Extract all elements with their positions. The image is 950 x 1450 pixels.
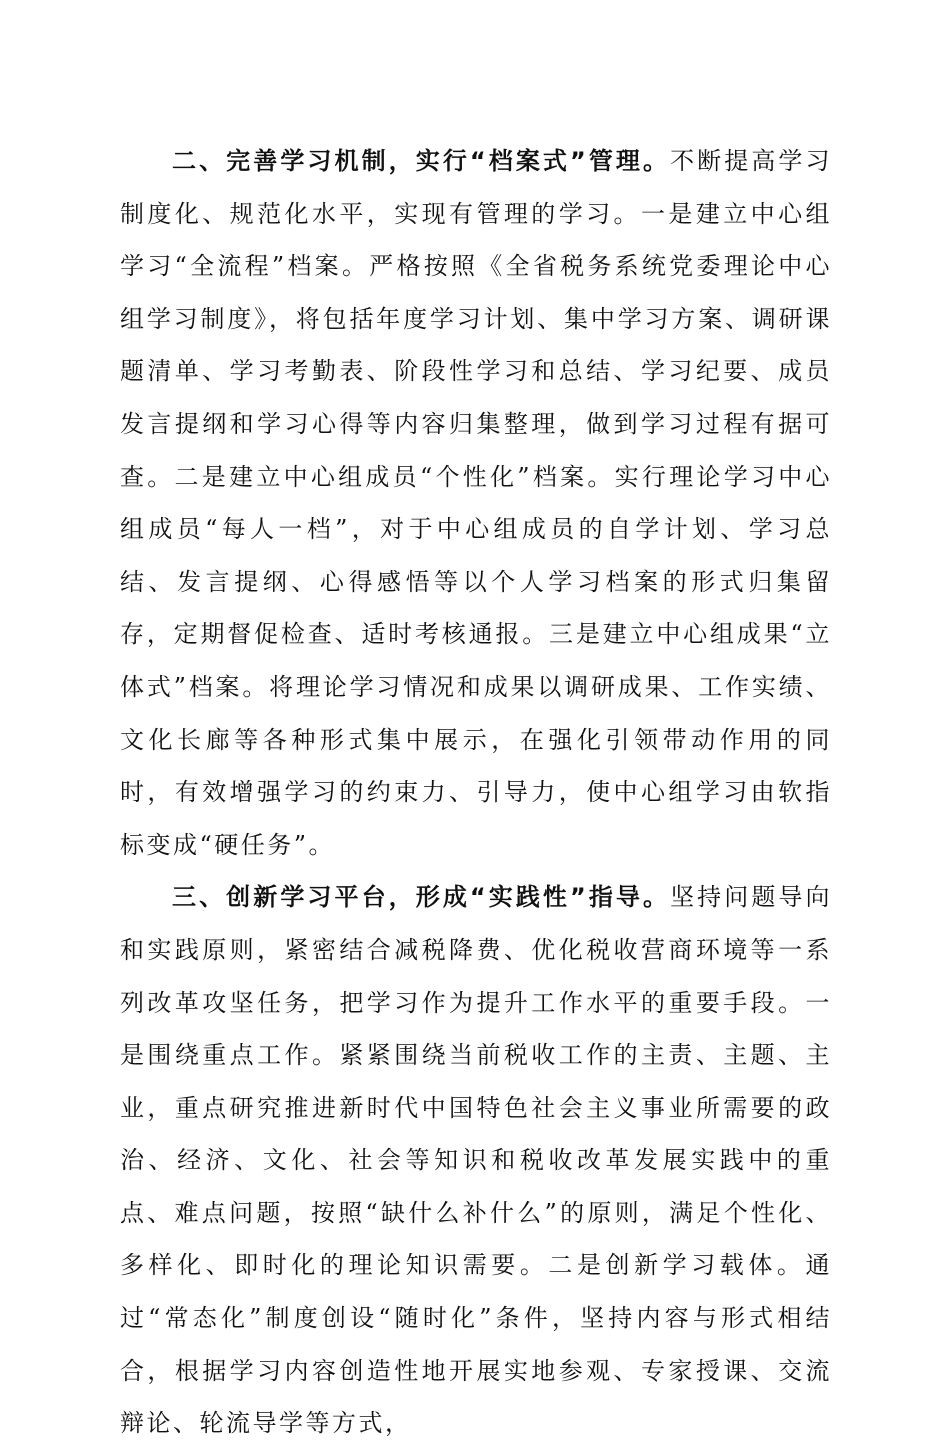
document-body xyxy=(120,135,832,1450)
section-heading-two: 二、完善学习机制，实行“档案式”管理。 xyxy=(172,147,671,175)
paragraph-practice-guidance xyxy=(120,871,832,1450)
paragraph-archive-management xyxy=(120,135,832,871)
paragraph-text: 不断提高学习制度化、规范化水平，实现有管理的学习。一是建立中心组学习“全流程”档案。严格按照《全省税务系统党委理论中心组学习制度》，将包括年度学习计划、集中学习方案、调研课题清单、学习考勤表、阶段性学习和总结、学习纪要、成员发言提纲和学习心得等内容归集整理，做到学习过程有据可查。二是建立中心组成员“个性化”档案。实行理论学习中心组成员“每人一档”，对于中心组成员的自学计划、学习总结、发言提纲、心得感悟等以个人学习档案的形式归集留存，定期督促检查、适时考核通报。三是建立中心组成果“立体式”档案。将理论学习情况和成果以调研成果、工作实绩、文化长廊等各种形式集中展示，在强化引领带动作用的同时，有效增强学习的约束力、引导力，使中心组学习由软指标变成“硬任务”。 xyxy=(120,147,833,859)
section-heading-three: 三、创新学习平台，形成“实践性”指导。 xyxy=(172,883,671,912)
paragraph-text: 坚持问题导向和实践原则，紧密结合减税降费、优化税收营商环境等一系列改革攻坚任务，把学习作为提升工作水平的重要手段。一是围绕重点工作。紧紧围绕当前税收工作的主责、主题、主业，重点研究推进新时代中国特色社会主义事业所需要的政治、经济、文化、社会等知识和税收改革发展实践中的重点、难点问题，按照“缺什么补什么”的原则，满足个性化、多样化、即时化的理论知识需要。二是创新学习载体。通过“常态化”制度创设“随时化”条件，坚持内容与形式相结合，根据学习内容创造性地开展实地参观、专家授课、交流辩论、轮流导学等方式， xyxy=(120,883,833,1438)
